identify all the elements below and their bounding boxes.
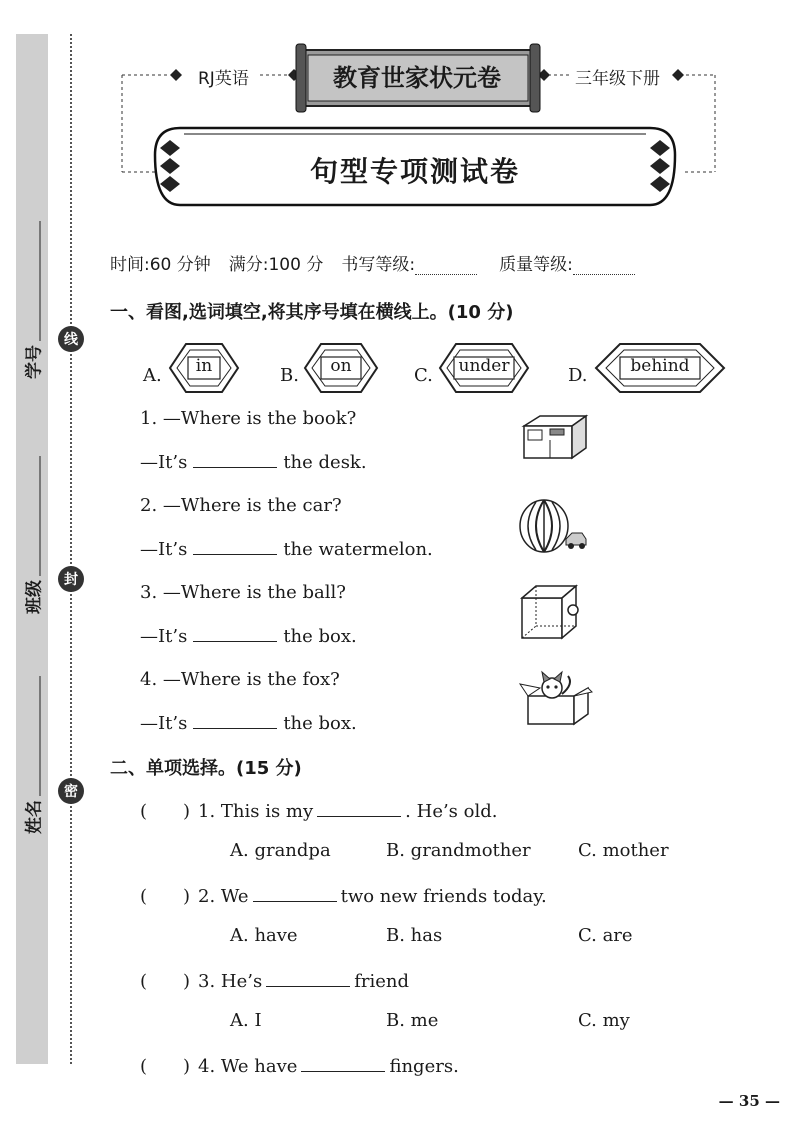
desk-icon (520, 412, 590, 462)
mc1-answer-paren[interactable]: ( ) (140, 801, 191, 822)
q2-answer: —It’s the watermelon. (140, 539, 433, 560)
option-b-letter: B. (280, 365, 299, 386)
seal-mi: 密 (58, 778, 84, 804)
q4-blank[interactable] (193, 711, 277, 729)
mc1-question: ( ) 1. This is my . He’s old. (140, 797, 497, 823)
section2-title: 二、单项选择。(15 分) (110, 758, 302, 779)
option-a-word: in (195, 356, 213, 376)
option-a-letter: A. (143, 365, 162, 386)
q3-blank[interactable] (193, 624, 277, 642)
mc1-choice-a: A. grandpa (230, 840, 331, 861)
exam-info (110, 250, 657, 275)
q2-question: 2. —Where is the car? (140, 495, 342, 516)
grade-label: 三年级下册 (575, 69, 660, 89)
mc2-blank (253, 884, 337, 902)
watermelon-car-icon (518, 497, 590, 555)
mc3-choice-c: C. my (578, 1010, 630, 1031)
class-field[interactable]: 班级 (20, 456, 45, 614)
mc3-answer-paren[interactable]: ( ) (140, 971, 191, 992)
cut-line (70, 34, 72, 1064)
mc3-choice-a: A. I (230, 1010, 262, 1031)
q1-blank[interactable] (193, 450, 277, 468)
option-d-letter: D. (568, 365, 588, 386)
option-c-word: under (458, 356, 510, 376)
seal-xian: 线 (58, 326, 84, 352)
fox-box-icon (518, 670, 594, 726)
q2-blank[interactable] (193, 537, 277, 555)
mc2-choice-c: C. are (578, 925, 633, 946)
option-c-letter: C. (414, 365, 433, 386)
mc4-question: ( ) 4. We have fingers. (140, 1052, 459, 1078)
mc2-choice-a: A. have (230, 925, 298, 946)
subject-label: RJ英语 (198, 69, 249, 89)
page-number: — 35 — (718, 1092, 780, 1110)
mc3-question: ( ) 3. He’s friend (140, 967, 409, 993)
option-d-word: behind (630, 356, 690, 376)
writing-grade-blank[interactable] (415, 257, 477, 275)
q4-question: 4. —Where is the fox? (140, 669, 340, 690)
q1-answer: —It’s the desk. (140, 452, 367, 473)
mc1-choice-c: C. mother (578, 840, 669, 861)
quality-grade-blank[interactable] (573, 257, 635, 275)
q3-question: 3. —Where is the ball? (140, 582, 346, 603)
time-info: 时间:60 分钟 (110, 255, 211, 275)
student-id-field[interactable]: 学号 (20, 221, 45, 379)
page-title: 句型专项测试卷 (309, 155, 520, 188)
mc2-answer-paren[interactable]: ( ) (140, 886, 191, 907)
quality-grade-label: 质量等级: (499, 255, 573, 275)
mc4-blank (301, 1054, 385, 1072)
writing-grade-label: 书写等级: (341, 255, 416, 275)
option-b-word: on (330, 356, 352, 376)
mc2-choice-b: B. has (386, 925, 443, 946)
q4-answer: —It’s the box. (140, 713, 357, 734)
mc3-blank (266, 969, 350, 987)
q1-question: 1. —Where is the book? (140, 408, 357, 429)
seal-feng: 封 (58, 566, 84, 592)
mc1-choice-b: B. grandmother (386, 840, 531, 861)
q3-answer: —It’s the box. (140, 626, 357, 647)
mc4-answer-paren[interactable]: ( ) (140, 1056, 191, 1077)
mc3-choice-b: B. me (386, 1010, 439, 1031)
box-ball-icon (518, 582, 580, 640)
mc2-question: ( ) 2. We two new friends today. (140, 882, 547, 908)
mc1-blank (317, 799, 401, 817)
name-field[interactable]: 姓名 (20, 676, 45, 834)
score-info: 满分:100 分 (228, 255, 324, 275)
brand-title: 教育世家状元卷 (333, 64, 501, 92)
section1-title: 一、看图,选词填空,将其序号填在横线上。(10 分) (110, 302, 514, 323)
